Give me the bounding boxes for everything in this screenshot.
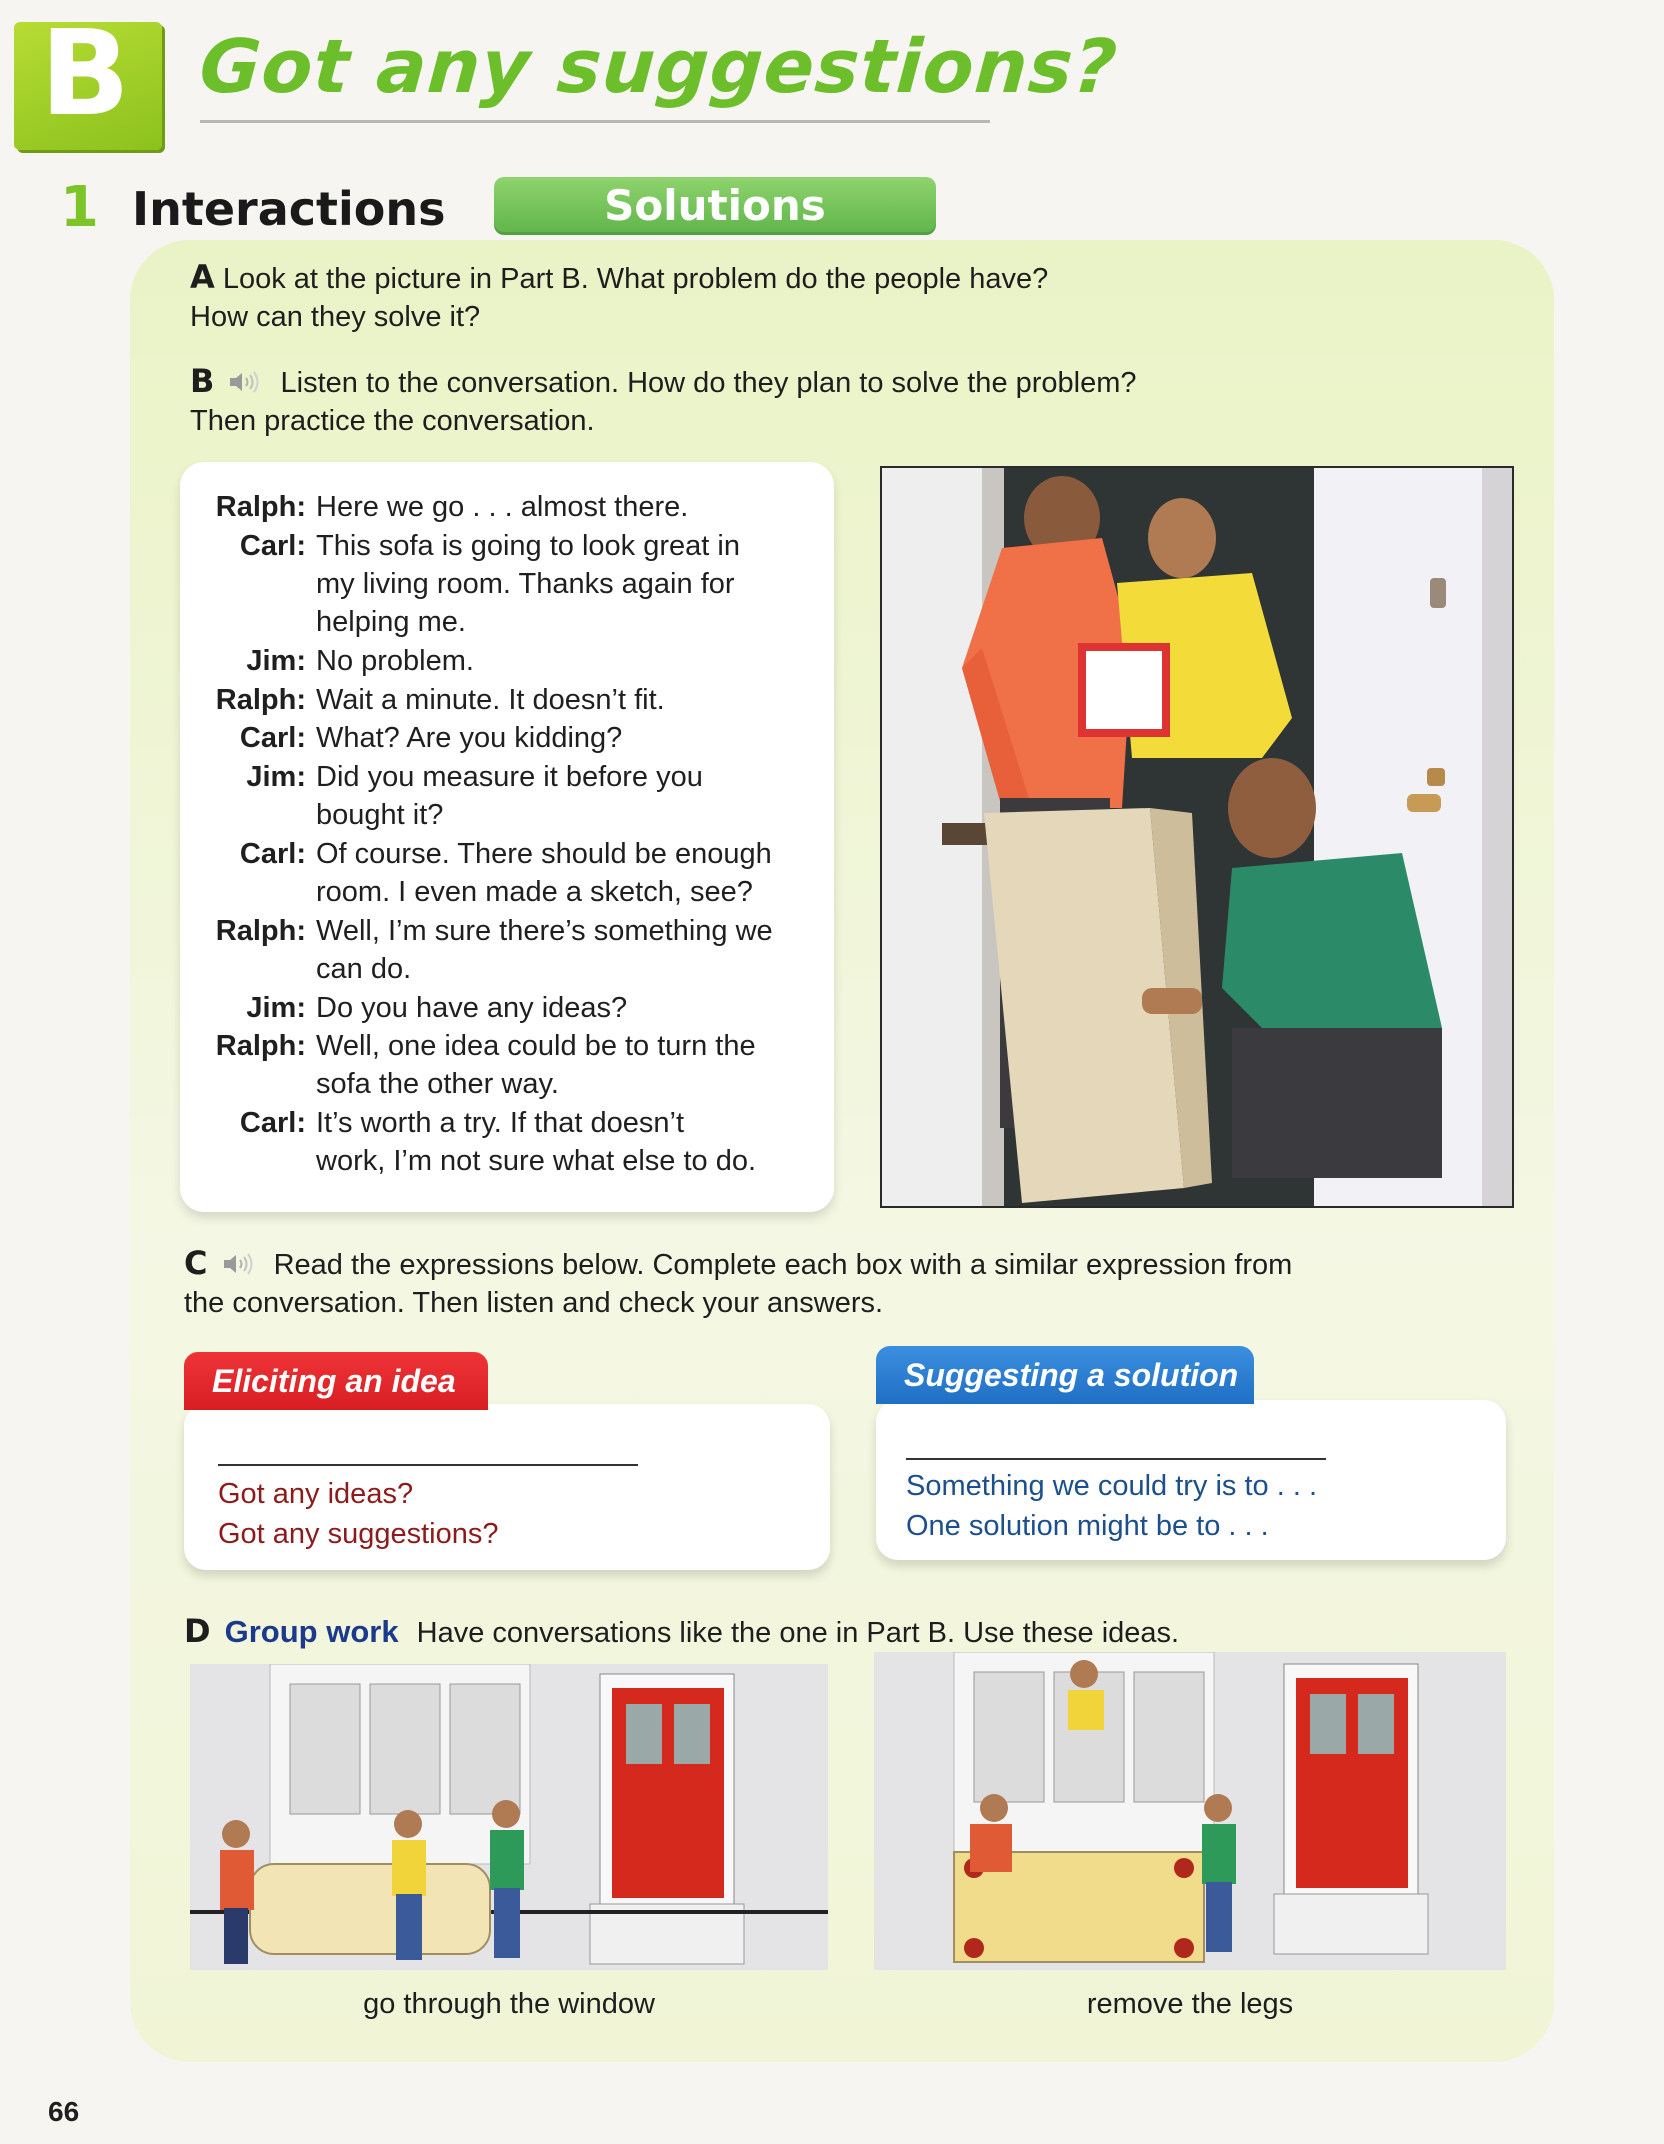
answer-blank[interactable] — [906, 1458, 1326, 1460]
dialogue-line-text: Well, I’m sure there’s something we — [316, 914, 773, 947]
dialogue-turn — [180, 912, 820, 989]
sofa-doorway-photo — [880, 466, 1514, 1208]
dialogue-turn — [180, 719, 820, 758]
part-c-instructions — [184, 1244, 1514, 1322]
page-number: 66 — [48, 2096, 80, 2127]
dialogue-line-text: bought it? — [316, 798, 444, 831]
dialogue-turn — [180, 1104, 820, 1181]
dialogue-line-text: work, I’m not sure what else to do. — [316, 1145, 757, 1177]
dialogue-turn — [180, 488, 820, 527]
dialogue-line — [316, 488, 806, 526]
dialogue-line-text: Do you have any ideas? — [316, 991, 628, 1024]
right-caption: remove the legs — [1086, 1988, 1294, 2020]
part-a-line1: Look at the picture in Part B. What problem do the people have? — [222, 263, 1049, 295]
dialogue-line — [316, 912, 806, 988]
eliciting-item-1: Got any ideas? — [218, 1478, 414, 1510]
dialogue-speaker: Carl: — [239, 529, 306, 562]
dialogue-line-text: No problem. — [316, 645, 474, 677]
part-b-letter: B — [190, 362, 215, 400]
dialogue-line — [316, 719, 806, 757]
dialogue-turn — [180, 1027, 820, 1104]
dialogue-line-text: What? Are you kidding? — [316, 722, 623, 754]
part-a-line2: How can they solve it? — [190, 301, 481, 333]
exercise-number: 1 — [60, 175, 99, 240]
group-work-label: Group work — [224, 1614, 399, 1649]
dialogue-speaker: Carl: — [239, 837, 306, 870]
eliciting-item-2: Got any suggestions? — [218, 1518, 499, 1550]
suggesting-item-1: Something we could try is to . . . — [906, 1470, 1318, 1502]
part-d-text: Have conversations like the one in Part B. Use these ideas. — [416, 1617, 1180, 1649]
dialogue-line-text: This sofa is going to look great in — [316, 529, 740, 562]
dialogue-turn — [180, 681, 820, 720]
dialogue-speaker: Ralph: — [215, 491, 306, 523]
answer-blank[interactable] — [218, 1464, 638, 1466]
window-illustration — [190, 1664, 828, 1970]
dialogue-line — [316, 681, 806, 719]
dialogue-line-text: Here we go . . . almost there. — [316, 491, 689, 523]
dialogue-line-text: my living room. Thanks again for — [316, 567, 735, 600]
dialogue-line — [316, 989, 806, 1027]
suggesting-title: Suggesting a solution — [904, 1357, 1239, 1393]
dialogue-line — [316, 1104, 806, 1180]
suggesting-item-2: One solution might be to . . . — [906, 1510, 1269, 1542]
left-caption: go through the window — [363, 1988, 655, 2020]
solutions-badge — [494, 177, 936, 235]
dialogue-turn — [180, 642, 820, 681]
remove-legs-illustration — [874, 1652, 1506, 1970]
dialogue-speaker: Jim: — [246, 991, 306, 1024]
dialogue-speaker: Ralph: — [215, 1030, 306, 1062]
dialogue-line — [316, 527, 806, 641]
dialogue-speaker: Ralph: — [215, 683, 306, 716]
dialogue-line-text: Well, one idea could be to turn the — [316, 1030, 756, 1062]
suggesting-box — [876, 1400, 1506, 1560]
eliciting-box — [184, 1404, 830, 1570]
dialogue-speaker: Ralph: — [215, 914, 306, 947]
audio-speaker-icon[interactable] — [228, 370, 262, 394]
part-c-letter: C — [184, 1244, 208, 1282]
part-c-line2: the conversation. Then listen and check your answers. — [184, 1287, 884, 1319]
dialogue-speaker: Carl: — [239, 722, 306, 754]
title-divider — [200, 120, 990, 123]
dialogue-turn — [180, 527, 820, 643]
dialogue-line — [316, 642, 806, 680]
dialogue-speaker: Carl: — [239, 1107, 306, 1139]
dialogue-line-text: helping me. — [316, 605, 466, 638]
part-a-instructions — [190, 258, 1490, 336]
dialogue-turn — [180, 989, 820, 1028]
eliciting-title: Eliciting an idea — [212, 1363, 456, 1399]
dialogue-line — [316, 1027, 806, 1103]
page-title: Got any suggestions? — [196, 24, 1121, 110]
suggesting-tab — [876, 1346, 1254, 1404]
eliciting-tab — [184, 1352, 488, 1410]
dialogue-line — [316, 758, 806, 834]
dialogue-line-text: Did you measure it before you — [316, 760, 703, 793]
part-b-instructions — [190, 362, 1490, 440]
part-c-line1: Read the expressions below. Complete each box with a similar expression from — [273, 1249, 1293, 1281]
part-a-letter: A — [190, 258, 215, 296]
exercise-title: Interactions — [132, 182, 446, 236]
dialogue-line-text: Of course. There should be enough — [316, 837, 772, 870]
dialogue-line — [316, 835, 806, 911]
dialogue-box — [180, 462, 834, 1212]
solutions-badge-label: Solutions — [604, 181, 826, 230]
dialogue-turn — [180, 758, 820, 835]
dialogue-line-text: room. I even made a sketch, see? — [316, 875, 753, 908]
part-d-instructions — [184, 1612, 1514, 1652]
dialogue-line-text: sofa the other way. — [316, 1068, 559, 1100]
audio-speaker-icon[interactable] — [222, 1252, 256, 1276]
dialogue-line-text: can do. — [316, 952, 412, 985]
part-b-line1: Listen to the conversation. How do they plan to solve the problem? — [280, 367, 1137, 399]
dialogue-line-text: Wait a minute. It doesn’t fit. — [316, 683, 665, 716]
part-d-letter: D — [184, 1612, 211, 1650]
dialogue-line-text: It’s worth a try. If that doesn’t — [316, 1107, 685, 1139]
section-letter: B — [40, 4, 130, 142]
part-b-line2: Then practice the conversation. — [190, 405, 595, 437]
dialogue-speaker: Jim: — [246, 645, 306, 677]
dialogue-speaker: Jim: — [246, 760, 306, 793]
dialogue-turn — [180, 835, 820, 912]
